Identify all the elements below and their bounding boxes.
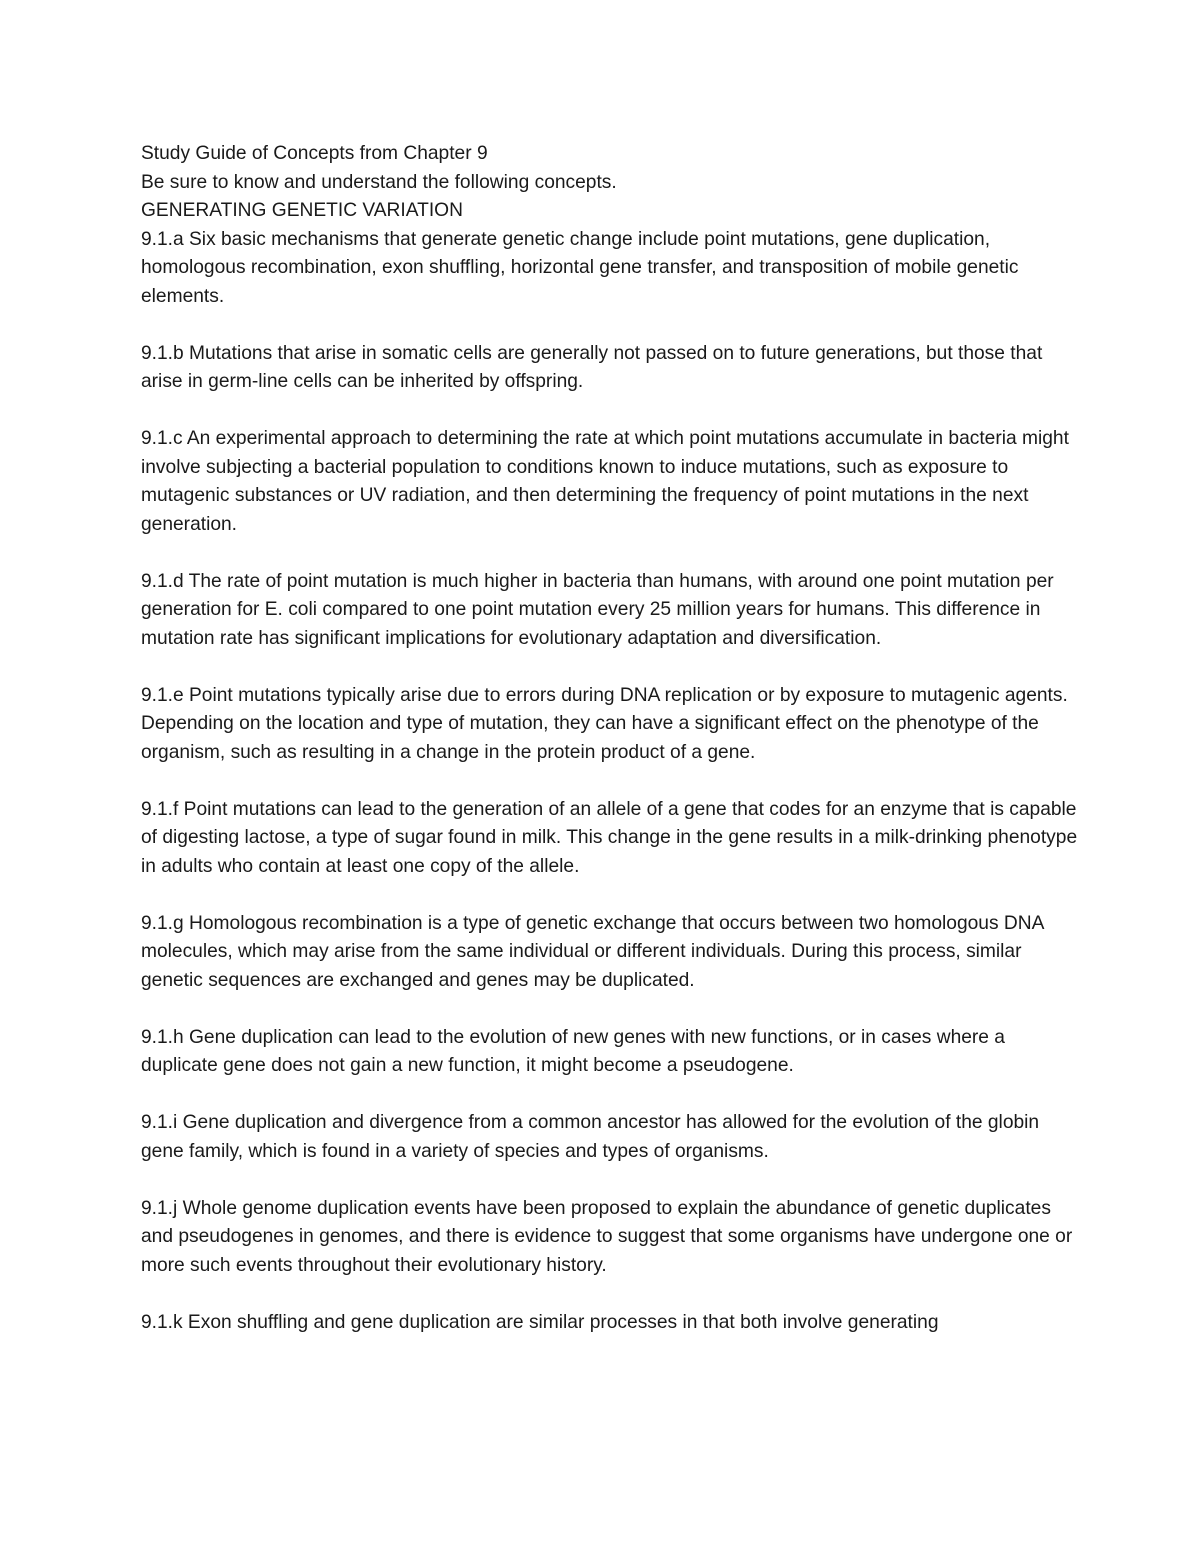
document-page [141, 140, 1081, 1337]
concept-paragraph: 9.1.c An experimental approach to determining the rate at which point mutations accumulate in bacteria might involve subjecting a bacterial population to conditions known to induce mutations, such as exposure to mutagenic substances or UV radiation, and then determining the frequency of point mutations in the next generation. [141, 428, 1069, 535]
document-title: Study Guide of Concepts from Chapter 9 [141, 143, 488, 164]
concept-paragraph: 9.1.e Point mutations typically arise due to errors during DNA replication or by exposure to mutagenic agents. Depending on the location and type of mutation, they can have a significant effect on the phenotype of the organism, such as resulting in a change in the protein product of a gene. [141, 684, 1068, 763]
concept-paragraph: 9.1.b Mutations that arise in somatic cells are generally not passed on to future generations, but those that arise in germ-line cells can be inherited by offspring. [141, 342, 1043, 392]
document-instruction: Be sure to know and understand the following concepts. [141, 171, 617, 193]
concept-paragraph: 9.1.f Point mutations can lead to the generation of an allele of a gene that codes for an enzyme that is capable of digesting lactose, a type of sugar found in milk. This change in the gene results in a milk-drinking phenotype in adults who contain at least one copy of the allele. [141, 798, 1078, 877]
concept-paragraph: 9.1.g Homologous recombination is a type of genetic exchange that occurs between two homologous DNA molecules, which may arise from the same individual or different individuals. During this process, similar genetic sequences are exchanged and genes may be duplicated. [141, 912, 1044, 991]
concept-paragraph: 9.1.d The rate of point mutation is much higher in bacteria than humans, with around one point mutation per generation for E. coli compared to one point mutation every 25 million years for humans. This difference in mutation rate has significant implications for evolutionary adaptation and diversification. [141, 570, 1054, 649]
concept-paragraph: 9.1.j Whole genome duplication events have been proposed to explain the abundance of genetic duplicates and pseudogenes in genomes, and there is evidence to suggest that some organisms have undergone one or more such events throughout their evolutionary history. [141, 1197, 1073, 1276]
concept-paragraph: 9.1.k Exon shuffling and gene duplication are similar processes in that both involve generating [141, 1311, 939, 1333]
concept-paragraph: 9.1.h Gene duplication can lead to the evolution of new genes with new functions, or in cases where a duplicate gene does not gain a new function, it might become a pseudogene. [141, 1026, 1005, 1076]
concept-paragraph: 9.1.a Six basic mechanisms that generate genetic change include point mutations, gene duplication, homologous recombination, exon shuffling, horizontal gene transfer, and transposition of mobile genetic elements. [141, 228, 1019, 307]
concept-paragraph: 9.1.i Gene duplication and divergence from a common ancestor has allowed for the evolution of the globin gene family, which is found in a variety of species and types of organisms. [141, 1112, 1040, 1162]
section-heading: GENERATING GENETIC VARIATION [141, 200, 463, 221]
